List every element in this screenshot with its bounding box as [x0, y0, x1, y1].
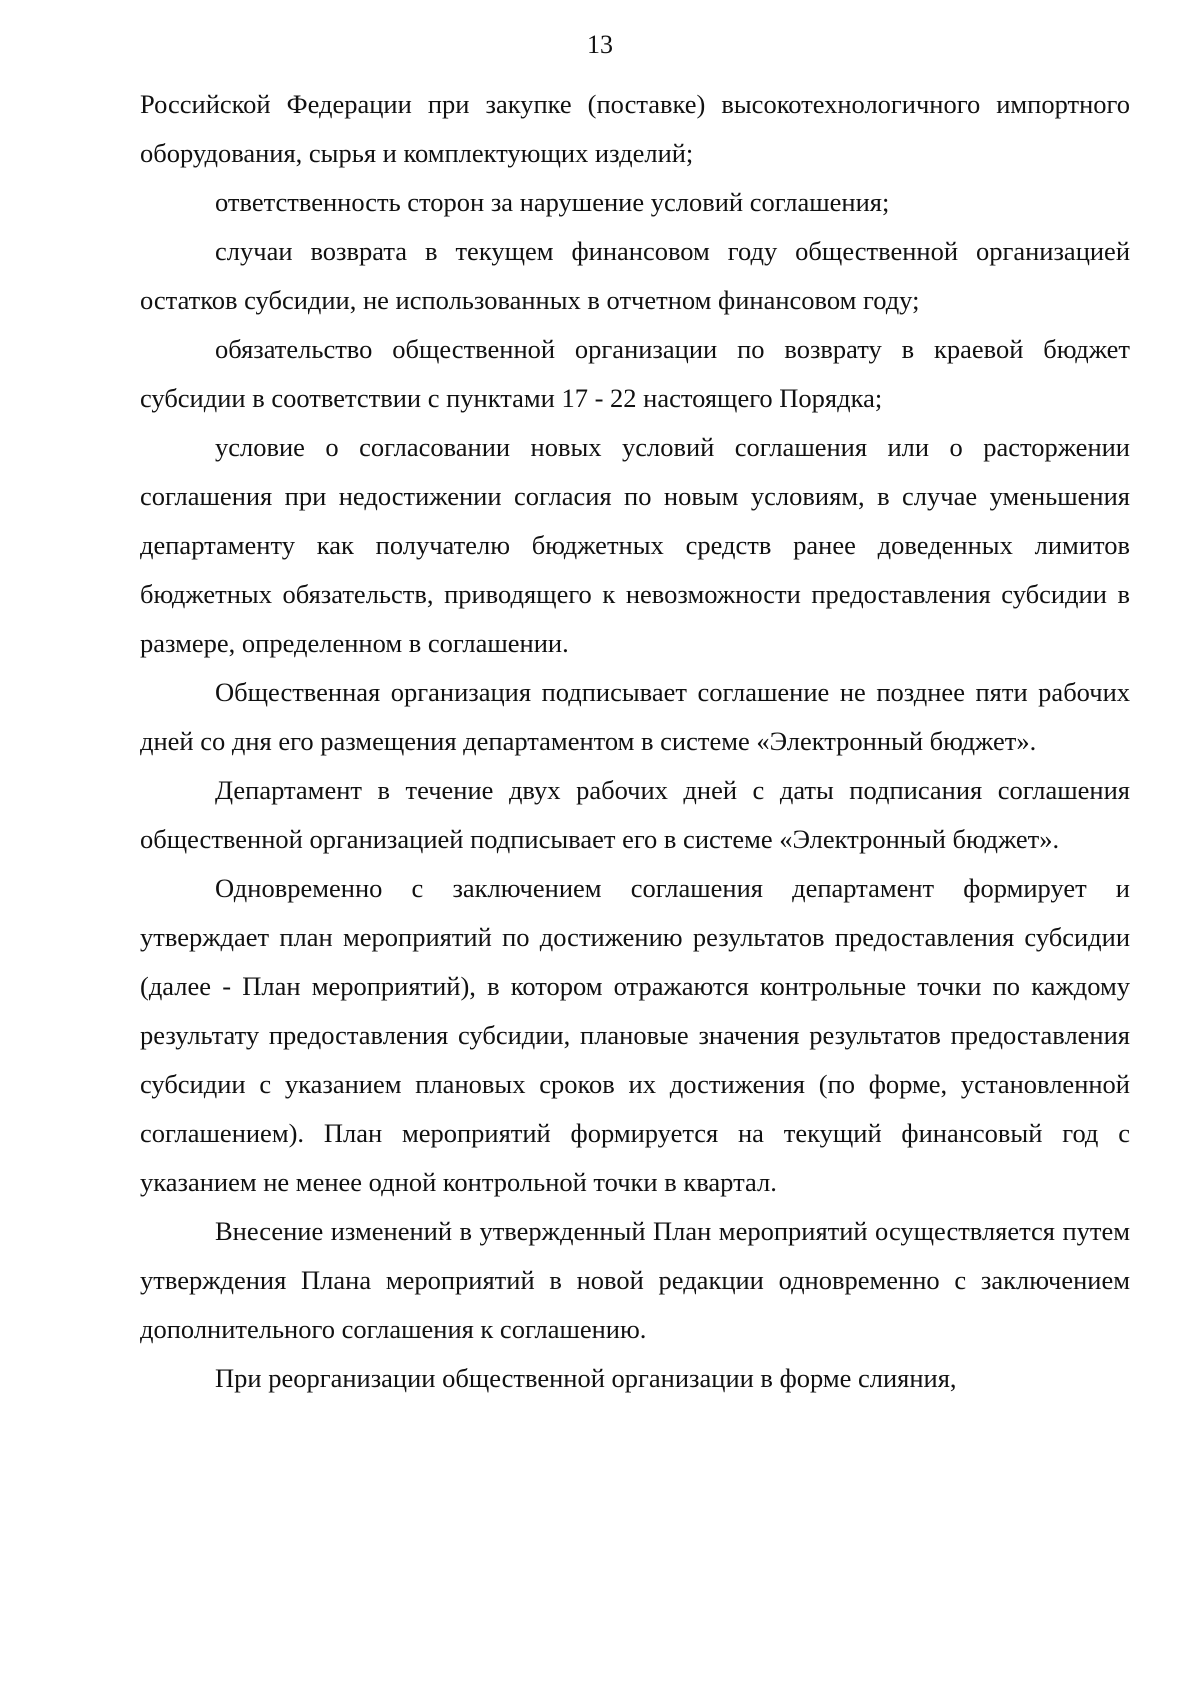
paragraph-2: ответственность сторон за нарушение условий соглашения; — [215, 187, 890, 217]
paragraph-7: Департамент в течение двух рабочих дней с даты подписания соглашения общественной организацией подписывает его в системе «Электронный бюджет». — [140, 775, 1130, 854]
paragraph-5: условие о согласовании новых условий соглашения или о расторжении соглашения при недостижении согласия по новым условиям, в случае уменьшения департаменту как получателю бюджетных средств ранее доведенных лимитов бюджетных обязательств, приводящего к невозможности предоставления субсидии в размере, определенном в соглашении. — [140, 432, 1130, 658]
paragraph-8: Одновременно с заключением соглашения департамент формирует и утверждает план мероприятий по достижению результатов предоставления субсидии (далее - План мероприятий), в котором отражаются контрольные точки по каждому результату предоставления субсидии, плановые значения результатов предоставления субсидии с указанием плановых сроков их достижения (по форме, установленной соглашением). План мероприятий формируется на текущий финансовый год с указанием не менее одной контрольной точки в квартал. — [140, 873, 1130, 1197]
page-number: 13 — [587, 30, 613, 59]
paragraph-10: При реорганизации общественной организации в форме слияния, — [215, 1363, 957, 1393]
paragraph-6: Общественная организация подписывает соглашение не позднее пяти рабочих дней со дня его размещения департаментом в системе «Электронный бюджет». — [140, 677, 1130, 756]
paragraph-4: обязательство общественной организации по возврату в краевой бюджет субсидии в соответствии с пунктами 17 - 22 настоящего Порядка; — [140, 334, 1130, 413]
paragraph-3: случаи возврата в текущем финансовом году общественной организацией остатков субсидии, не использованных в отчетном финансовом году; — [140, 236, 1130, 315]
paragraph-9: Внесение изменений в утвержденный План мероприятий осуществляется путем утверждения Плана мероприятий в новой редакции одновременно с заключением дополнительного соглашения к соглашению. — [140, 1216, 1130, 1344]
document-body — [140, 80, 1130, 1403]
paragraph-1: Российской Федерации при закупке (поставке) высокотехнологичного импортного оборудования, сырья и комплектующих изделий; — [140, 89, 1130, 168]
